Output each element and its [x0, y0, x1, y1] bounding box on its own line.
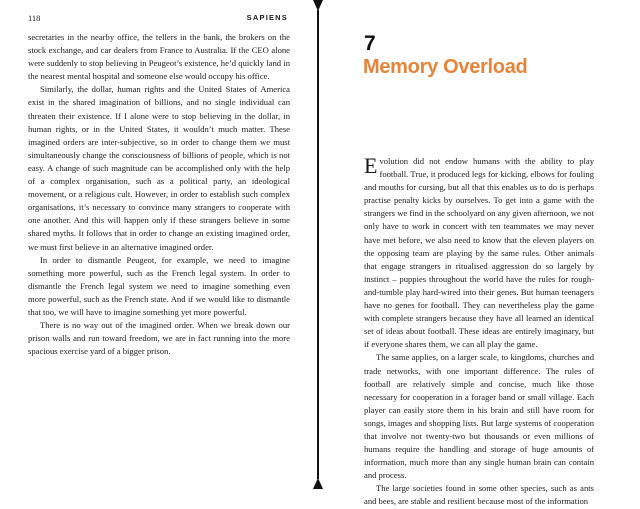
running-head — [28, 13, 288, 25]
drop-cap: E — [364, 153, 378, 178]
right-page — [320, 0, 640, 507]
right-body-text — [364, 155, 594, 509]
page-number: 118 — [28, 13, 41, 23]
paragraph: In order to dismantle Peugeot, for example, we need to imagine something more powerful, such as the French legal system. In order to dismantle the French legal system we need to imagine something even more powerful, such as the French state. And if we would like to dismantle that too, we will have to imagine something yet more powerful. — [28, 254, 290, 317]
running-head-title: SAPIENS — [246, 13, 288, 22]
paragraph: secretaries in the nearby office, the tellers in the bank, the brokers on the stock exchange, and car dealers from France to Australia. If the CEO alone were suddenly to stop believing in Peugeot’s existence, he’d quickly land in the nearest mental hospital and someone else would occupy his office. — [28, 32, 290, 82]
gutter-line — [317, 10, 319, 479]
paragraph: There is no way out of the imagined order. When we break down our prison walls and run toward freedom, we are in fact running into the more spacious exercise yard of a bigger prison. — [28, 320, 290, 357]
left-body-text — [28, 31, 290, 358]
paragraph: The large societies found in some other species, such as ants and bees, are stable and resilient because most of the information — [364, 483, 594, 507]
opening-paragraph — [364, 155, 594, 351]
chapter-number: 7 — [364, 32, 376, 55]
paragraph: The same applies, on a larger scale, to kingdoms, churches and trade networks, with one important difference. The rules of football are relatively simple and concise, much like those necessary for cooperation in a forager band or small village. Each player can easily store them in his brain and still have room for songs, images and shopping lists. But large systems of cooperation that involve not twenty-two but thousands or even millions of humans require the handling and storage of huge amounts of information, much more than any single human brain can contain and process. — [364, 352, 594, 481]
chapter-title: Memory Overload — [363, 56, 528, 78]
opening-paragraph-text: volution did not endow humans with the ability to play football. True, it produced legs for kicking, elbows for fouling and mouths for cursing, but all that this enables us to do is perhaps practise penalty kicks by ourselves. To get into a game with the strangers we find in the schoolyard on any given afternoon, we not only have to work in concert with ten teammates we may never have met before, we also need to know that the eleven players on the opposing team are playing by the same rules. Other animals that engage strangers in ritualised aggression do so largely by instinct – puppies throughout the world have the rules for rough-and-tumble play hard-wired into their genes. But human teenagers have no genes for football. They can nevertheless play the game with complete strangers because they have all learned an identical set of ideas about football. These ideas are entirely imaginary, but if everyone shares them, we can all play the game. — [364, 156, 594, 350]
left-page — [0, 0, 316, 489]
paragraph: Similarly, the dollar, human rights and the United States of America exist in the shared imagination of billions, and no single individual can threaten their existence. If I alone were to stop believing in the dollar, in human rights, or in the United States, it wouldn’t much matter. These imagined orders are inter-subjective, so in order to change them we must simultaneously change the consciousness of billions of people, which is not easy. A change of such magnitude can be accomplished only with the help of a complex organisation, such as a political party, an ideological movement, or a religious cult. However, in order to establish such complex organisations, it’s necessary to convince many strangers to cooperate with one another. And this will happen only if these strangers believe in some shared myths. It follows that in order to change an existing imagined order, we must first believe in an alternative imagined order. — [28, 84, 290, 252]
